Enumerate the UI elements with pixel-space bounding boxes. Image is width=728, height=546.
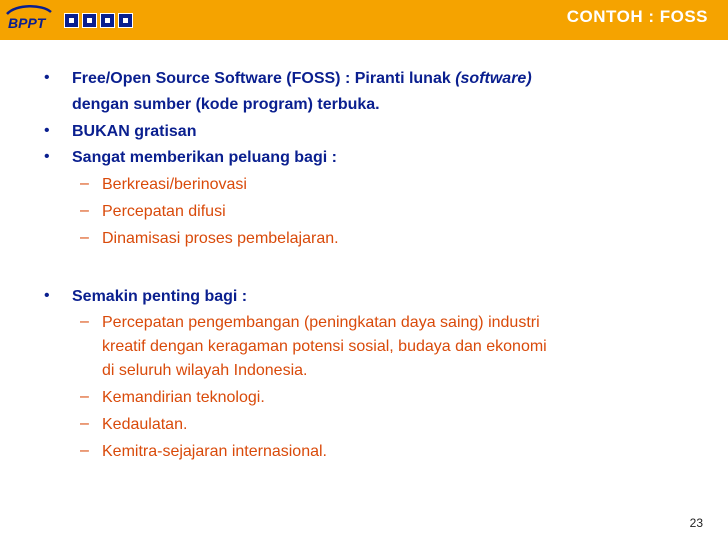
bullet-4: Semakin penting bagi :	[72, 288, 248, 305]
slide-title: CONTOH : FOSS	[566, 7, 708, 26]
dash-icon: –	[80, 175, 89, 192]
dash-icon: –	[80, 313, 89, 330]
bullet-3-sub-2: Percepatan difusi	[102, 203, 226, 220]
bullet-4-sub-1-line-3: di seluruh wilayah Indonesia.	[102, 362, 308, 379]
bullet-4-sub-3: Kedaulatan.	[102, 416, 188, 433]
bullet-icon: •	[44, 287, 50, 304]
bullet-icon: •	[44, 148, 50, 165]
dash-icon: –	[80, 415, 89, 432]
bullet-4-sub-1-line-2: kreatif dengan keragaman potensi sosial, budaya dan ekonomi	[102, 338, 547, 355]
dash-icon: –	[80, 442, 89, 459]
bullet-4-sub-1-line-1: Percepatan pengembangan (peningkatan daya saing) industri	[102, 314, 540, 331]
dash-icon: –	[80, 229, 89, 246]
dash-icon: –	[80, 388, 89, 405]
page-number: 23	[689, 516, 703, 530]
bullet-4-sub-4: Kemitra-sejajaran internasional.	[102, 443, 327, 460]
dash-icon: –	[80, 202, 89, 219]
bullet-1-italic: (software)	[455, 70, 532, 87]
bullet-3: Sangat memberikan peluang bagi :	[72, 149, 337, 166]
bullet-1-line-2: dengan sumber (kode program) terbuka.	[72, 96, 380, 113]
bullet-icon: •	[44, 122, 50, 139]
bullet-4-sub-2: Kemandirian teknologi.	[102, 389, 265, 406]
bullet-1-line-1	[72, 69, 532, 89]
logo-text: BPPT	[8, 15, 46, 31]
bullet-2: BUKAN gratisan	[72, 123, 197, 140]
bullet-1-text: Free/Open Source Software (FOSS) : Piranti lunak	[72, 70, 456, 87]
bullet-icon: •	[44, 69, 50, 86]
bullet-3-sub-1: Berkreasi/berinovasi	[102, 176, 247, 193]
bullet-3-sub-3: Dinamisasi proses pembelajaran.	[102, 230, 339, 247]
